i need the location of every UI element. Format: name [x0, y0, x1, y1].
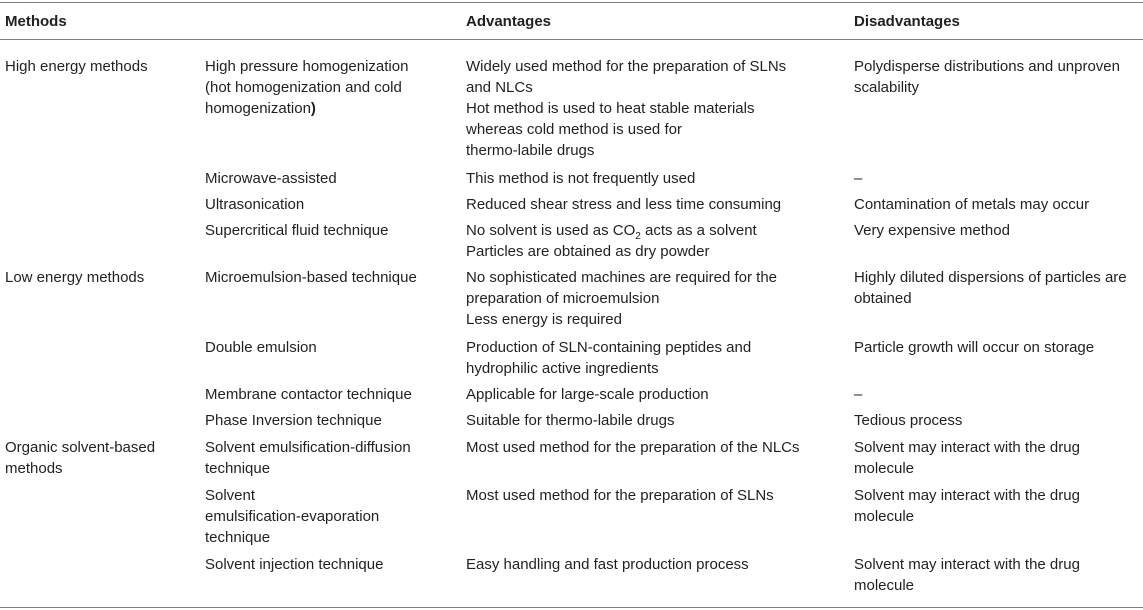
table-row-advantages: Most used method for the preparation of SLNs — [466, 487, 774, 504]
table-row-technique: Ultrasonication — [205, 196, 305, 213]
table-row-advantages: Applicable for large-scale production — [466, 386, 709, 403]
header-rule — [0, 39, 1143, 40]
table-row-technique: Microemulsion-based technique — [205, 269, 417, 286]
table-row-disadvantages: Tedious process — [854, 412, 963, 429]
table-row-advantages: Reduced shear stress and less time consuming — [466, 196, 782, 213]
table-row-technique: Solvent emulsification-diffusion technique — [205, 439, 411, 477]
table-row-disadvantages: Highly diluted dispersions of particles are obtained — [854, 269, 1127, 307]
table-row-disadvantages: Solvent may interact with the drug molecule — [854, 556, 1080, 594]
table-row-technique: Supercritical fluid technique — [205, 222, 389, 239]
table-row-disadvantages: Very expensive method — [854, 222, 1010, 239]
table-row-advantages: Easy handling and fast production process — [466, 556, 749, 573]
table-row-technique: Solvent emulsification-evaporation technique — [205, 487, 380, 546]
table-row-technique: Phase Inversion technique — [205, 412, 382, 429]
header-methods: Methods — [5, 13, 67, 30]
table-row-disadvantages: Polydisperse distributions and unproven scalability — [854, 58, 1120, 96]
group-high-energy: High energy methods — [5, 58, 148, 75]
table-row-advantages: No sophisticated machines are required for the preparation of microemulsion Less energy is required — [466, 269, 778, 328]
table-row-disadvantages: – — [854, 386, 863, 403]
table-row-technique: Microwave-assisted — [205, 170, 337, 187]
header-disadvantages: Disadvantages — [854, 13, 960, 30]
table-row-advantages: This method is not frequently used — [466, 170, 696, 187]
table-bottom-rule — [0, 607, 1143, 608]
table-row-advantages: Most used method for the preparation of the NLCs — [466, 439, 800, 456]
advantages-text-pre: No solvent is used as CO — [466, 222, 636, 239]
table-row-technique: Membrane contactor technique — [205, 386, 412, 403]
header-advantages: Advantages — [466, 13, 552, 30]
advantages-subscript: 2 — [635, 231, 641, 242]
table-row-advantages — [466, 220, 836, 262]
advantages-text-post: acts as a solvent Particles are obtained as dry powder — [466, 222, 757, 260]
table-row-advantages: Widely used method for the preparation of SLNs and NLCs Hot method is used to heat stable materials whereas cold method is used for thermo-labile drugs — [466, 58, 787, 159]
table-row-disadvantages: Particle growth will occur on storage — [854, 339, 1095, 356]
table-top-rule — [0, 2, 1143, 3]
table-row-technique — [205, 56, 455, 119]
group-low-energy: Low energy methods — [5, 269, 145, 286]
table-row-advantages: Suitable for thermo-labile drugs — [466, 412, 675, 429]
table-row-disadvantages: Solvent may interact with the drug molecule — [854, 487, 1080, 525]
table-row-disadvantages: Solvent may interact with the drug molecule — [854, 439, 1080, 477]
table-row-advantages: Production of SLN-containing peptides and hydrophilic active ingredients — [466, 339, 752, 377]
technique-text: High pressure homogenization (hot homogenization and cold homogenization — [205, 58, 409, 117]
table-row-technique: Solvent injection technique — [205, 556, 384, 573]
table-row-disadvantages: – — [854, 170, 863, 187]
table-row-disadvantages: Contamination of metals may occur — [854, 196, 1090, 213]
technique-suffix: ) — [310, 100, 316, 117]
table-row-technique: Double emulsion — [205, 339, 317, 356]
group-organic-solvent: Organic solvent-based methods — [5, 439, 156, 477]
